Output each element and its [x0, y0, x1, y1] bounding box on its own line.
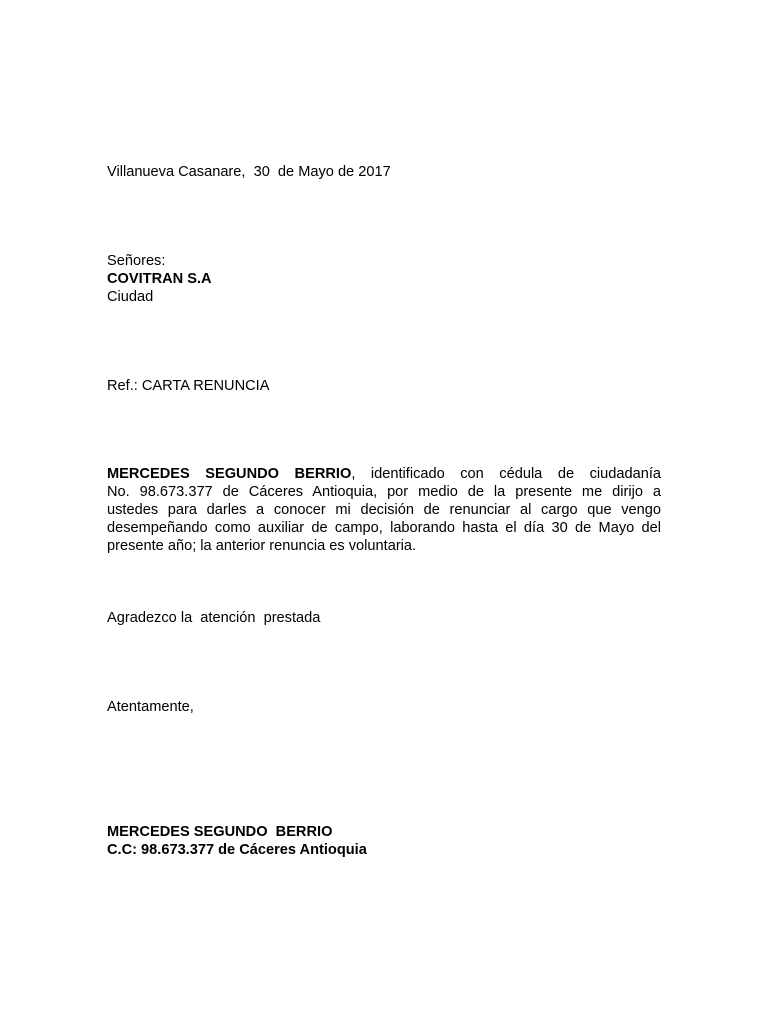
body-line-4: desempeñando como auxiliar de campo, laborando hasta el día 30 de Mayo del — [107, 520, 661, 536]
recipient-salutation: Señores: — [107, 253, 166, 269]
body-line-2: No. 98.673.377 de Cáceres Antioquia, por medio de la presente me dirijo a — [107, 484, 661, 500]
recipient-company: COVITRAN S.A — [107, 271, 212, 287]
body-line-3: ustedes para darles a conocer mi decisión de renunciar al cargo que vengo — [107, 502, 661, 518]
body-line-5: presente año; la anterior renuncia es voluntaria. — [107, 538, 417, 554]
thanks-line: Agradezco la atención prestada — [107, 610, 321, 626]
signature-id: C.C: 98.673.377 de Cáceres Antioquia — [107, 842, 367, 858]
closing-line: Atentamente, — [107, 699, 194, 715]
date-line: Villanueva Casanare, 30 de Mayo de 2017 — [107, 164, 391, 180]
recipient-city: Ciudad — [107, 289, 154, 305]
letter-body — [107, 465, 661, 555]
body-line-1 — [107, 465, 661, 483]
signature-name: MERCEDES SEGUNDO BERRIO — [107, 824, 333, 840]
body-sender-name: MERCEDES SEGUNDO BERRIO — [107, 466, 352, 482]
body-line-1-rest: , identificado con cédula de ciudadanía — [351, 466, 661, 482]
reference-line: Ref.: CARTA RENUNCIA — [107, 378, 270, 394]
